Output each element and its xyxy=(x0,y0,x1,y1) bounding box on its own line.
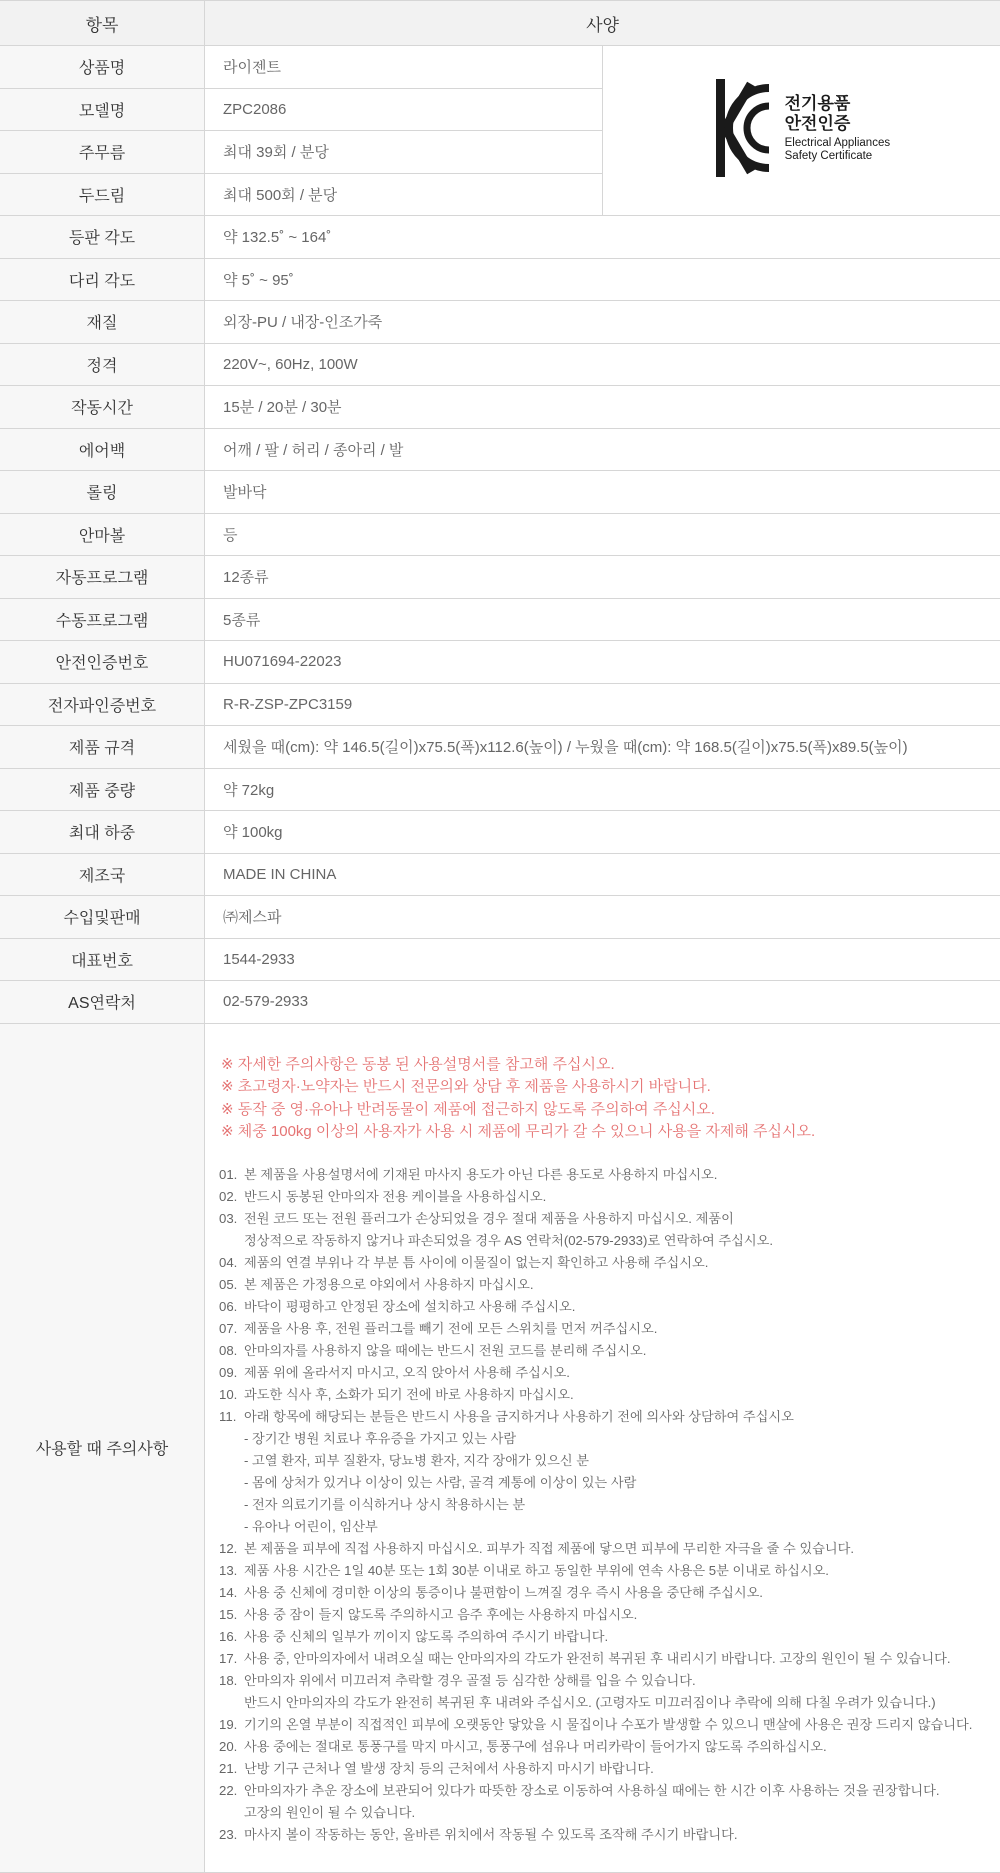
precaution-item xyxy=(219,1252,1000,1274)
precaution-text: 제품을 사용 후, 전원 플러그를 빼기 전에 모든 스위치를 먼저 꺼주십시오. xyxy=(244,1318,1000,1340)
precaution-item-continued xyxy=(219,1516,1000,1538)
precaution-text: 사용 중에는 절대로 통풍구를 막지 마시고, 통풍구에 섬유나 머리카락이 들어가지 않도록 주의하십시오. xyxy=(244,1736,1000,1758)
spec-label: 안마볼 xyxy=(0,513,205,556)
precaution-text: - 고열 환자, 피부 질환자, 당뇨병 환자, 지각 장애가 있으신 분 xyxy=(244,1450,1000,1472)
precaution-text: 사용 중, 안마의자에서 내려오실 때는 안마의자의 각도가 완전히 복귀된 후 내리시기 바랍니다. 고장의 원인이 될 수 있습니다. xyxy=(244,1648,1000,1670)
spec-row xyxy=(0,471,1000,514)
precaution-text: 기기의 온열 부분이 직접적인 피부에 오랫동안 닿았을 시 물집이나 수포가 발생할 수 있으니 맨살에 사용은 권장 드리지 않습니다. xyxy=(244,1714,1000,1736)
precaution-number: 14. xyxy=(219,1582,244,1604)
precaution-text: 반드시 동봉된 안마의자 전용 케이블을 사용하십시오. xyxy=(244,1186,1000,1208)
spec-label: 안전인증번호 xyxy=(0,641,205,684)
precaution-text: 본 제품은 가정용으로 야외에서 사용하지 마십시오. xyxy=(244,1274,1000,1296)
precaution-number: 19. xyxy=(219,1714,244,1736)
spec-label: 자동프로그램 xyxy=(0,556,205,599)
spec-row xyxy=(0,46,1000,89)
spec-row xyxy=(0,258,1000,301)
precaution-item xyxy=(219,1186,1000,1208)
warning-item: ※ 초고령자·노약자는 반드시 전문의와 상담 후 제품을 사용하시기 바랍니다. xyxy=(219,1076,1000,1099)
precaution-item-continued xyxy=(219,1692,1000,1714)
precaution-number: 16. xyxy=(219,1626,244,1648)
warning-item: ※ 체중 100kg 이상의 사용자가 사용 시 제품에 무리가 갈 수 있으니 사용을 자제해 주십시오. xyxy=(219,1121,1000,1144)
spec-label: 수동프로그램 xyxy=(0,598,205,641)
precaution-number: 23. xyxy=(219,1824,244,1846)
kc-mark-icon xyxy=(713,76,773,180)
precaution-item xyxy=(219,1780,1000,1802)
precaution-text: 안마의자가 추운 장소에 보관되어 있다가 따뜻한 장소로 이동하여 사용하실 때에는 한 시간 이후 사용하는 것을 권장합니다. xyxy=(244,1780,1000,1802)
precautions-row xyxy=(0,1023,1000,1872)
precautions-label: 사용할 때 주의사항 xyxy=(0,1023,205,1872)
precaution-text: 마사지 볼이 작동하는 동안, 올바른 위치에서 작동될 수 있도록 조작해 주시기 바랍니다. xyxy=(244,1824,1000,1846)
precaution-item-continued xyxy=(219,1494,1000,1516)
spec-row xyxy=(0,981,1000,1024)
spec-row xyxy=(0,301,1000,344)
spec-value: 어깨 / 팔 / 허리 / 종아리 / 발 xyxy=(205,428,1000,471)
precaution-item-continued xyxy=(219,1428,1000,1450)
precaution-number: 10. xyxy=(219,1384,244,1406)
precaution-text: 난방 기구 근처나 열 발생 장치 등의 근처에서 사용하지 마시기 바랍니다. xyxy=(244,1758,1000,1780)
spec-row xyxy=(0,683,1000,726)
precaution-item xyxy=(219,1164,1000,1186)
precaution-item-continued xyxy=(219,1472,1000,1494)
precaution-text: 사용 중 잠이 들지 않도록 주의하시고 음주 후에는 사용하지 마십시오. xyxy=(244,1604,1000,1626)
spec-row xyxy=(0,853,1000,896)
cert-cell xyxy=(602,46,1000,216)
spec-label: AS연락처 xyxy=(0,981,205,1024)
spec-row xyxy=(0,938,1000,981)
kc-certification xyxy=(713,76,890,180)
spec-row xyxy=(0,216,1000,259)
spec-value: R-R-ZSP-ZPC3159 xyxy=(205,683,1000,726)
spec-value: 15분 / 20분 / 30분 xyxy=(205,386,1000,429)
spec-value: 약 132.5˚ ~ 164˚ xyxy=(205,216,1000,259)
kc-text xyxy=(785,94,890,163)
header-row xyxy=(0,1,1000,46)
kc-ko-line1: 전기용품 xyxy=(785,94,890,114)
precaution-text: 사용 중 신체의 일부가 끼이지 않도록 주의하여 주시기 바랍니다. xyxy=(244,1626,1000,1648)
precaution-number: 02. xyxy=(219,1186,244,1208)
precaution-number: 12. xyxy=(219,1538,244,1560)
precaution-number: 05. xyxy=(219,1274,244,1296)
spec-label: 상품명 xyxy=(0,46,205,89)
precaution-text: - 장기간 병원 치료나 후유증을 가지고 있는 사람 xyxy=(244,1428,1000,1450)
precaution-text: 사용 중 신체에 경미한 이상의 통증이나 불편함이 느껴질 경우 즉시 사용을 중단해 주십시오. xyxy=(244,1582,1000,1604)
precaution-number: 21. xyxy=(219,1758,244,1780)
precaution-item xyxy=(219,1538,1000,1560)
spec-body xyxy=(0,46,1000,1873)
spec-value: 라이젠트 xyxy=(205,46,603,89)
spec-label: 수입및판매 xyxy=(0,896,205,939)
header-item: 항목 xyxy=(0,1,205,46)
kc-en-line2: Safety Certificate xyxy=(785,150,890,163)
precaution-item xyxy=(219,1560,1000,1582)
spec-label: 전자파인증번호 xyxy=(0,683,205,726)
spec-value: ㈜제스파 xyxy=(205,896,1000,939)
precaution-number: 06. xyxy=(219,1296,244,1318)
precaution-list xyxy=(219,1164,1000,1846)
spec-value: 5종류 xyxy=(205,598,1000,641)
spec-row xyxy=(0,428,1000,471)
warning-list xyxy=(219,1054,1000,1144)
precaution-number: 04. xyxy=(219,1252,244,1274)
spec-label: 작동시간 xyxy=(0,386,205,429)
precaution-item xyxy=(219,1824,1000,1846)
spec-value: ZPC2086 xyxy=(205,88,603,131)
precaution-text: 제품 사용 시간은 1일 40분 또는 1회 30분 이내로 하고 동일한 부위에 연속 사용은 5분 이내로 하십시오. xyxy=(244,1560,1000,1582)
spec-label: 에어백 xyxy=(0,428,205,471)
precaution-number: 09. xyxy=(219,1362,244,1384)
spec-value: 약 5˚ ~ 95˚ xyxy=(205,258,1000,301)
precaution-item xyxy=(219,1406,1000,1428)
spec-label: 재질 xyxy=(0,301,205,344)
spec-value: 12종류 xyxy=(205,556,1000,599)
spec-row xyxy=(0,343,1000,386)
precaution-number: 08. xyxy=(219,1340,244,1362)
precaution-item xyxy=(219,1362,1000,1384)
spec-row xyxy=(0,386,1000,429)
spec-row xyxy=(0,896,1000,939)
precaution-item xyxy=(219,1670,1000,1692)
spec-label: 롤링 xyxy=(0,471,205,514)
precaution-item xyxy=(219,1296,1000,1318)
precaution-text: 정상적으로 작동하지 않거나 파손되었을 경우 AS 연락처(02-579-2933)로 연락하여 주십시오. xyxy=(244,1230,1000,1252)
precaution-text: 반드시 안마의자의 각도가 완전히 복귀된 후 내려와 주십시오. (고령자도 미끄러짐이나 추락에 의해 다칠 우려가 있습니다.) xyxy=(244,1692,1000,1714)
precaution-item xyxy=(219,1648,1000,1670)
precaution-number: 03. xyxy=(219,1208,244,1230)
precaution-item xyxy=(219,1208,1000,1230)
precaution-text: - 전자 의료기기를 이식하거나 상시 착용하시는 분 xyxy=(244,1494,1000,1516)
spec-label: 대표번호 xyxy=(0,938,205,981)
precaution-text: 본 제품을 피부에 직접 사용하지 마십시오. 피부가 직접 제품에 닿으면 피부에 무리한 자극을 줄 수 있습니다. xyxy=(244,1538,1000,1560)
header-spec: 사양 xyxy=(205,1,1000,46)
spec-value: 02-579-2933 xyxy=(205,981,1000,1024)
precautions-content xyxy=(205,1023,1000,1872)
spec-row xyxy=(0,768,1000,811)
precaution-text: 안마의자를 사용하지 않을 때에는 반드시 전원 코드를 분리해 주십시오. xyxy=(244,1340,1000,1362)
spec-value: 약 100kg xyxy=(205,811,1000,854)
precaution-text: 안마의자 위에서 미끄러져 추락할 경우 골절 등 심각한 상해를 입을 수 있습니다. xyxy=(244,1670,1000,1692)
spec-value: 외장-PU / 내장-인조가죽 xyxy=(205,301,1000,344)
precaution-number: 07. xyxy=(219,1318,244,1340)
spec-row xyxy=(0,513,1000,556)
spec-value: 발바닥 xyxy=(205,471,1000,514)
spec-label: 정격 xyxy=(0,343,205,386)
precaution-text: - 몸에 상처가 있거나 이상이 있는 사람, 골격 계통에 이상이 있는 사람 xyxy=(244,1472,1000,1494)
warning-item: ※ 자세한 주의사항은 동봉 된 사용설명서를 참고해 주십시오. xyxy=(219,1054,1000,1077)
spec-row xyxy=(0,598,1000,641)
precaution-text: 제품 위에 올라서지 마시고, 오직 앉아서 사용해 주십시오. xyxy=(244,1362,1000,1384)
warning-item: ※ 동작 중 영·유아나 반려동물이 제품에 접근하지 않도록 주의하여 주십시오. xyxy=(219,1099,1000,1122)
precaution-number: 15. xyxy=(219,1604,244,1626)
precaution-number: 01. xyxy=(219,1164,244,1186)
precaution-number: 13. xyxy=(219,1560,244,1582)
precaution-item xyxy=(219,1274,1000,1296)
precaution-text: 아래 항목에 해당되는 분들은 반드시 사용을 금지하거나 사용하기 전에 의사와 상담하여 주십시오 xyxy=(244,1406,1000,1428)
precaution-number: 17. xyxy=(219,1648,244,1670)
precaution-number: 22. xyxy=(219,1780,244,1802)
precaution-item xyxy=(219,1758,1000,1780)
spec-value: 220V~, 60Hz, 100W xyxy=(205,343,1000,386)
precaution-text: 고장의 원인이 될 수 있습니다. xyxy=(244,1802,1000,1824)
precaution-number: 11. xyxy=(219,1406,244,1428)
precaution-item xyxy=(219,1604,1000,1626)
kc-ko-line2: 안전인증 xyxy=(785,114,890,134)
spec-value: MADE IN CHINA xyxy=(205,853,1000,896)
precaution-item xyxy=(219,1384,1000,1406)
precaution-text: 제품의 연결 부위나 각 부분 틈 사이에 이물질이 없는지 확인하고 사용해 주십시오. xyxy=(244,1252,1000,1274)
precaution-text: 과도한 식사 후, 소화가 되기 전에 바로 사용하지 마십시오. xyxy=(244,1384,1000,1406)
spec-label: 제품 중량 xyxy=(0,768,205,811)
precaution-item xyxy=(219,1736,1000,1758)
spec-label: 제품 규격 xyxy=(0,726,205,769)
spec-value: 등 xyxy=(205,513,1000,556)
spec-row xyxy=(0,556,1000,599)
precaution-number: 18. xyxy=(219,1670,244,1692)
kc-en-line1: Electrical Appliances xyxy=(785,137,890,150)
spec-value: 세웠을 때(cm): 약 146.5(길이)x75.5(폭)x112.6(높이) / 누웠을 때(cm): 약 168.5(길이)x75.5(폭)x89.5(높이) xyxy=(205,726,1000,769)
spec-value: 최대 500회 / 분당 xyxy=(205,173,603,216)
precaution-item-continued xyxy=(219,1230,1000,1252)
precaution-text: 바닥이 평평하고 안정된 장소에 설치하고 사용해 주십시오. xyxy=(244,1296,1000,1318)
spec-label: 두드림 xyxy=(0,173,205,216)
precaution-item xyxy=(219,1318,1000,1340)
spec-label: 다리 각도 xyxy=(0,258,205,301)
precaution-text: 본 제품을 사용설명서에 기재된 마사지 용도가 아닌 다른 용도로 사용하지 마십시오. xyxy=(244,1164,1000,1186)
precaution-item-continued xyxy=(219,1802,1000,1824)
spec-label: 최대 하중 xyxy=(0,811,205,854)
precaution-item-continued xyxy=(219,1450,1000,1472)
spec-value: 최대 39회 / 분당 xyxy=(205,131,603,174)
precaution-text: 전원 코드 또는 전원 플러그가 손상되었을 경우 절대 제품을 사용하지 마십시오. 제품이 xyxy=(244,1208,1000,1230)
spec-label: 등판 각도 xyxy=(0,216,205,259)
spec-value: 약 72kg xyxy=(205,768,1000,811)
spec-label: 주무름 xyxy=(0,131,205,174)
precaution-item xyxy=(219,1582,1000,1604)
spec-label: 제조국 xyxy=(0,853,205,896)
precaution-item xyxy=(219,1714,1000,1736)
spec-label: 모델명 xyxy=(0,88,205,131)
precaution-text: - 유아나 어린이, 임산부 xyxy=(244,1516,1000,1538)
spec-row xyxy=(0,726,1000,769)
precaution-item xyxy=(219,1340,1000,1362)
spec-row xyxy=(0,811,1000,854)
spec-value: 1544-2933 xyxy=(205,938,1000,981)
precaution-number: 20. xyxy=(219,1736,244,1758)
spec-row xyxy=(0,641,1000,684)
spec-value: HU071694-22023 xyxy=(205,641,1000,684)
precaution-item xyxy=(219,1626,1000,1648)
